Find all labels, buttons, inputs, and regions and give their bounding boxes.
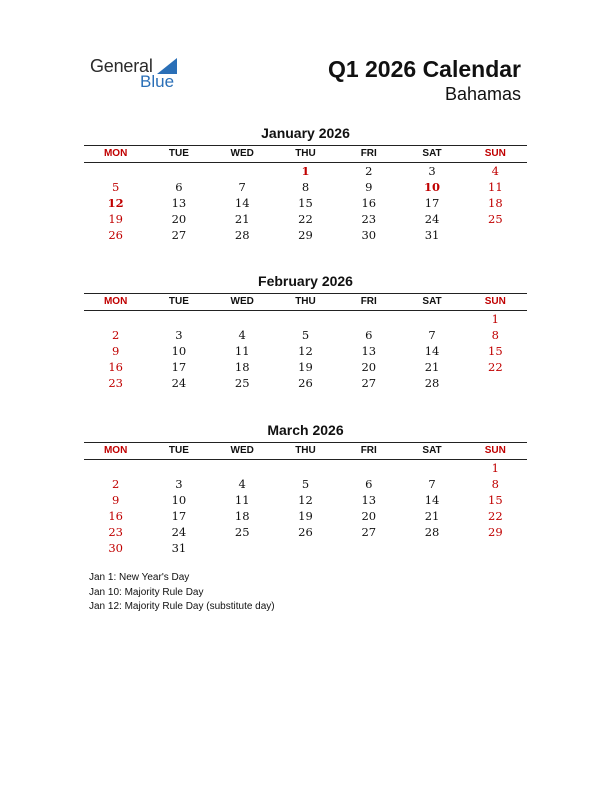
empty-day-cell bbox=[400, 460, 463, 476]
day-cell: 27 bbox=[171, 228, 187, 242]
day-cell: 26 bbox=[298, 376, 313, 390]
day-cell: 30 bbox=[108, 541, 123, 555]
day-cell: 5 bbox=[301, 477, 310, 491]
day-cell: 7 bbox=[428, 477, 436, 491]
holiday-notes bbox=[89, 571, 275, 615]
generalblue-logo bbox=[90, 56, 200, 96]
day-cell: 11 bbox=[234, 344, 250, 358]
day-cell: 12 bbox=[298, 344, 313, 358]
empty-day-cell bbox=[147, 163, 210, 179]
day-cell: 29 bbox=[488, 525, 503, 539]
week-row bbox=[84, 359, 527, 375]
day-cell: 16 bbox=[108, 360, 123, 374]
day-cell: 8 bbox=[491, 328, 499, 342]
day-cell: 8 bbox=[301, 180, 310, 194]
day-cell: 26 bbox=[108, 228, 123, 242]
weekday-label: THU bbox=[295, 148, 316, 159]
day-cell: 22 bbox=[488, 509, 503, 523]
empty-day-cell bbox=[211, 540, 274, 556]
page-title: Q1 2026 Calendar bbox=[327, 56, 521, 82]
weekday-label: MON bbox=[103, 296, 128, 307]
day-cell: 2 bbox=[365, 164, 373, 178]
day-cell: 4 bbox=[238, 328, 246, 342]
day-cell: 2 bbox=[111, 477, 120, 491]
day-cell: 5 bbox=[111, 180, 120, 194]
day-cell: 29 bbox=[298, 228, 313, 242]
day-cell: 9 bbox=[365, 180, 373, 194]
week-row bbox=[84, 476, 527, 492]
empty-day-cell bbox=[84, 163, 147, 179]
month-title: February 2026 bbox=[258, 273, 353, 289]
day-cell: 23 bbox=[361, 212, 377, 226]
day-cell: 21 bbox=[424, 509, 440, 523]
day-cell: 5 bbox=[301, 328, 310, 342]
weekday-label: TUE bbox=[168, 445, 189, 456]
weekday-label: SAT bbox=[422, 445, 442, 456]
weekday-label: THU bbox=[295, 296, 316, 307]
month-title: January 2026 bbox=[261, 125, 350, 141]
day-cell: 15 bbox=[488, 344, 503, 358]
day-cell: 3 bbox=[428, 164, 436, 178]
holiday-note: Jan 12: Majority Rule Day (substitute day) bbox=[89, 601, 275, 612]
day-cell: 21 bbox=[234, 212, 250, 226]
logo-blue-text: Blue bbox=[140, 72, 175, 91]
day-cell: 7 bbox=[428, 328, 436, 342]
day-cell: 11 bbox=[234, 493, 250, 507]
day-cell: 8 bbox=[491, 477, 499, 491]
day-cell: 17 bbox=[171, 360, 187, 374]
day-cell: 16 bbox=[361, 196, 377, 210]
empty-day-cell bbox=[147, 460, 210, 476]
day-cell: 3 bbox=[175, 328, 183, 342]
day-cell: 25 bbox=[234, 376, 250, 390]
day-cell: 24 bbox=[171, 525, 187, 539]
day-cell: 28 bbox=[234, 228, 250, 242]
weekday-label: THU bbox=[295, 445, 316, 456]
day-cell: 12 bbox=[107, 196, 124, 210]
day-cell: 10 bbox=[171, 493, 187, 507]
day-cell: 19 bbox=[298, 509, 313, 523]
empty-day-cell bbox=[337, 460, 400, 476]
holiday-note: Jan 10: Majority Rule Day bbox=[89, 586, 204, 598]
day-cell: 27 bbox=[361, 525, 377, 539]
weekday-label: MON bbox=[103, 148, 128, 159]
day-cell: 22 bbox=[488, 360, 503, 374]
weekday-label: TUE bbox=[168, 296, 189, 307]
day-cell: 20 bbox=[171, 212, 187, 226]
week-row bbox=[84, 492, 527, 508]
day-cell: 28 bbox=[424, 525, 440, 539]
day-cell: 19 bbox=[298, 360, 313, 374]
weekday-label: SUN bbox=[484, 296, 506, 307]
day-cell: 6 bbox=[175, 180, 183, 194]
day-cell: 18 bbox=[234, 509, 250, 523]
day-cell: 1 bbox=[491, 312, 499, 326]
day-cell: 10 bbox=[171, 344, 187, 358]
empty-day-cell bbox=[211, 311, 274, 327]
weekday-header bbox=[84, 442, 527, 460]
day-cell: 3 bbox=[175, 477, 183, 491]
day-cell: 16 bbox=[108, 509, 123, 523]
weekday-label: FRI bbox=[360, 445, 377, 456]
weekday-label: TUE bbox=[168, 148, 189, 159]
day-cell: 1 bbox=[301, 164, 310, 178]
day-cell: 17 bbox=[171, 509, 187, 523]
week-row bbox=[84, 311, 527, 327]
day-cell: 18 bbox=[234, 360, 250, 374]
empty-day-cell bbox=[274, 460, 337, 476]
empty-day-cell bbox=[337, 540, 400, 556]
day-cell: 20 bbox=[361, 360, 377, 374]
day-cell: 13 bbox=[361, 344, 377, 358]
day-cell: 9 bbox=[111, 344, 120, 358]
day-cell: 15 bbox=[488, 493, 503, 507]
week-row bbox=[84, 195, 527, 211]
month-january bbox=[84, 124, 527, 243]
day-cell: 25 bbox=[234, 525, 250, 539]
logo-general-text: General bbox=[90, 56, 153, 76]
empty-day-cell bbox=[211, 163, 274, 179]
empty-day-cell bbox=[274, 311, 337, 327]
day-cell: 14 bbox=[234, 196, 250, 210]
day-cell: 13 bbox=[171, 196, 187, 210]
week-row bbox=[84, 179, 527, 195]
weekday-header bbox=[84, 293, 527, 311]
day-cell: 18 bbox=[488, 196, 503, 210]
weekday-header bbox=[84, 145, 527, 163]
day-cell: 14 bbox=[424, 344, 440, 358]
empty-day-cell bbox=[147, 311, 210, 327]
week-row bbox=[84, 508, 527, 524]
weekday-label: WED bbox=[230, 148, 254, 159]
weekday-label: SAT bbox=[422, 148, 442, 159]
week-row bbox=[84, 211, 527, 227]
empty-day-cell bbox=[211, 460, 274, 476]
weekday-label: FRI bbox=[360, 296, 377, 307]
day-cell: 24 bbox=[171, 376, 187, 390]
day-cell: 11 bbox=[488, 180, 503, 194]
day-cell: 27 bbox=[361, 376, 377, 390]
weekday-label: MON bbox=[103, 445, 128, 456]
weekday-label: FRI bbox=[360, 148, 377, 159]
day-cell: 12 bbox=[298, 493, 313, 507]
day-cell: 10 bbox=[424, 180, 441, 194]
day-cell: 21 bbox=[424, 360, 440, 374]
month-title: March 2026 bbox=[267, 422, 344, 438]
empty-day-cell bbox=[464, 227, 527, 243]
day-cell: 23 bbox=[108, 376, 123, 390]
empty-day-cell bbox=[84, 311, 147, 327]
day-cell: 1 bbox=[491, 461, 499, 475]
month-march bbox=[84, 421, 527, 556]
day-cell: 15 bbox=[298, 196, 313, 210]
empty-day-cell bbox=[274, 540, 337, 556]
week-row bbox=[84, 460, 527, 476]
empty-day-cell bbox=[464, 375, 527, 391]
empty-day-cell bbox=[400, 311, 463, 327]
weekday-label: SUN bbox=[484, 148, 506, 159]
day-cell: 28 bbox=[424, 376, 440, 390]
day-cell: 30 bbox=[361, 228, 377, 242]
day-cell: 4 bbox=[238, 477, 246, 491]
day-cell: 19 bbox=[108, 212, 123, 226]
empty-day-cell bbox=[84, 460, 147, 476]
day-cell: 6 bbox=[365, 477, 373, 491]
day-cell: 13 bbox=[361, 493, 377, 507]
day-cell: 31 bbox=[424, 228, 440, 242]
holiday-note: Jan 1: New Year's Day bbox=[89, 572, 190, 583]
week-row bbox=[84, 163, 527, 179]
day-cell: 23 bbox=[108, 525, 123, 539]
country-name: Bahamas bbox=[444, 84, 521, 104]
week-row bbox=[84, 343, 527, 359]
weekday-label: SUN bbox=[484, 445, 506, 456]
day-cell: 31 bbox=[171, 541, 187, 555]
weekday-label: SAT bbox=[422, 296, 442, 307]
day-cell: 9 bbox=[111, 493, 120, 507]
week-row bbox=[84, 540, 527, 556]
day-cell: 24 bbox=[424, 212, 440, 226]
day-cell: 22 bbox=[298, 212, 313, 226]
day-cell: 6 bbox=[365, 328, 373, 342]
week-row bbox=[84, 227, 527, 243]
day-cell: 26 bbox=[298, 525, 313, 539]
week-row bbox=[84, 327, 527, 343]
month-february bbox=[84, 272, 527, 391]
week-row bbox=[84, 375, 527, 391]
day-cell: 17 bbox=[424, 196, 440, 210]
day-cell: 2 bbox=[111, 328, 120, 342]
weekday-label: WED bbox=[230, 445, 254, 456]
empty-day-cell bbox=[464, 540, 527, 556]
day-cell: 25 bbox=[488, 212, 503, 226]
empty-day-cell bbox=[400, 540, 463, 556]
day-cell: 14 bbox=[424, 493, 440, 507]
empty-day-cell bbox=[337, 311, 400, 327]
week-row bbox=[84, 524, 527, 540]
weekday-label: WED bbox=[230, 296, 254, 307]
day-cell: 20 bbox=[361, 509, 377, 523]
day-cell: 7 bbox=[238, 180, 246, 194]
day-cell: 4 bbox=[491, 164, 499, 178]
